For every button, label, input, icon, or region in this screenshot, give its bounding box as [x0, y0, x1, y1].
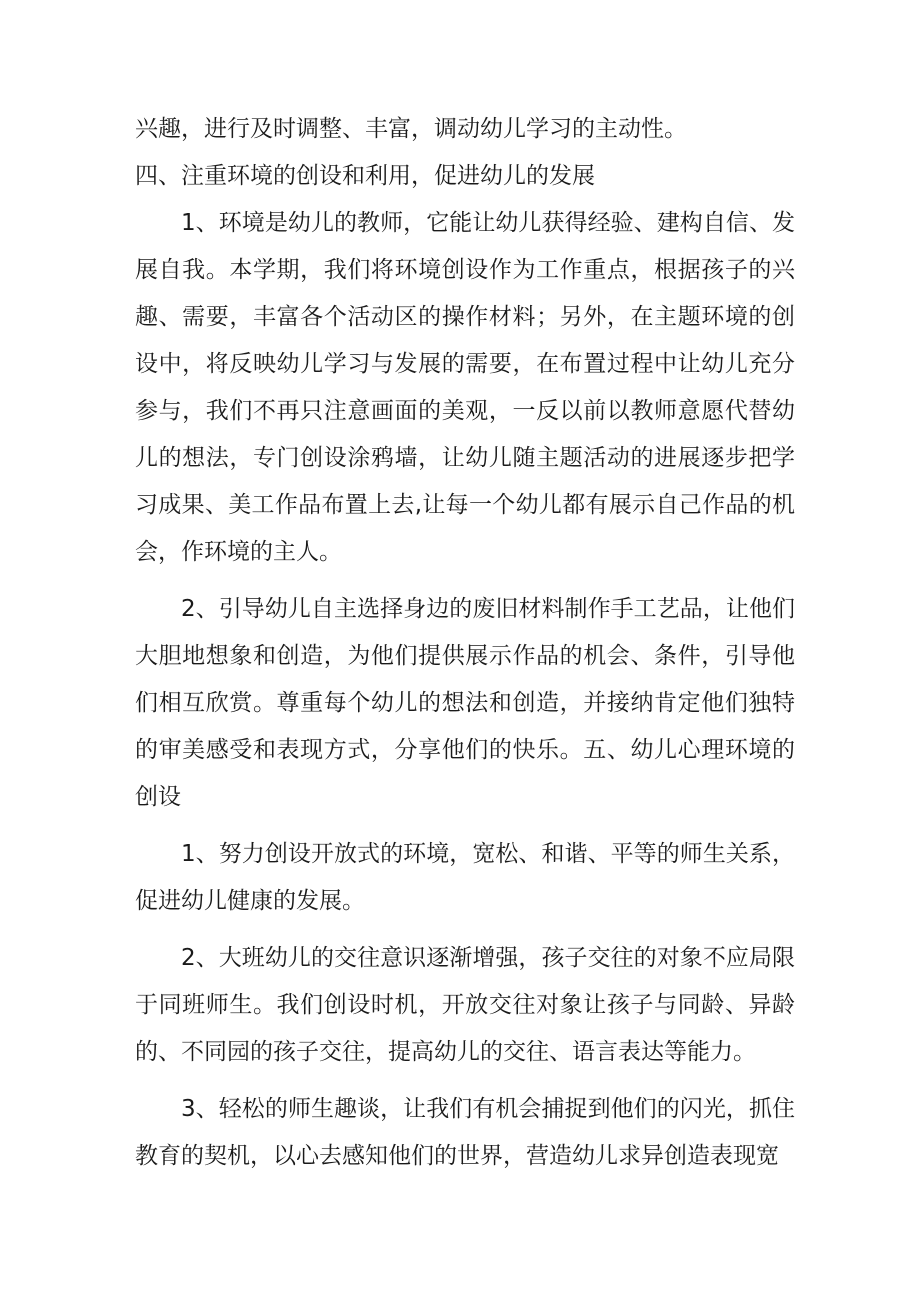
paragraph-psych-3: 3、轻松的师生趣谈，让我们有机会捕捉到他们的闪光，抓住教育的契机，以心去感知他们的世界，营造幼儿求异创造表现宽 — [135, 1096, 795, 1169]
section-heading-four: 四、注重环境的创设和利用，促进幼儿的发展 — [135, 163, 595, 189]
document-body — [135, 106, 795, 1180]
paragraph-continuation: 兴趣，进行及时调整、丰富，调动幼儿学习的主动性。 — [135, 116, 687, 142]
paragraph-environment-2: 2、引导幼儿自主选择身边的废旧材料制作手工艺品，让他们大胆地想象和创造，为他们提供展示作品的机会、条件，引导他们相互欣赏。尊重每个幼儿的想法和创造，并接纳肯定他们独特的审美感受和表现方式，分享他们的快乐。五、幼儿心理环境的创设 — [135, 596, 795, 810]
paragraph-psych-2: 2、大班幼儿的交往意识逐渐增强，孩子交往的对象不应局限于同班师生。我们创设时机，开放交往对象让孩子与同龄、异龄的、不同园的孩子交往，提高幼儿的交往、语言表达等能力。 — [135, 945, 795, 1065]
paragraph-environment-1: 1、环境是幼儿的教师，它能让幼儿获得经验、建构自信、发展自我。本学期，我们将环境创设作为工作重点，根据孩子的兴趣、需要，丰富各个活动区的操作材料；另外，在主题环境的创设中，将反映幼儿学习与发展的需要，在布置过程中让幼儿充分参与，我们不再只注意画面的美观，一反以前以教师意愿代替幼儿的想法，专门创设涂鸦墙，让幼儿随主题活动的进展逐步把学习成果、美工作品布置上去,让每一个幼儿都有展示自己作品的机会，作环境的主人。 — [135, 210, 795, 565]
paragraph-psych-1: 1、努力创设开放式的环境，宽松、和谐、平等的师生关系，促进幼儿健康的发展。 — [135, 841, 795, 914]
